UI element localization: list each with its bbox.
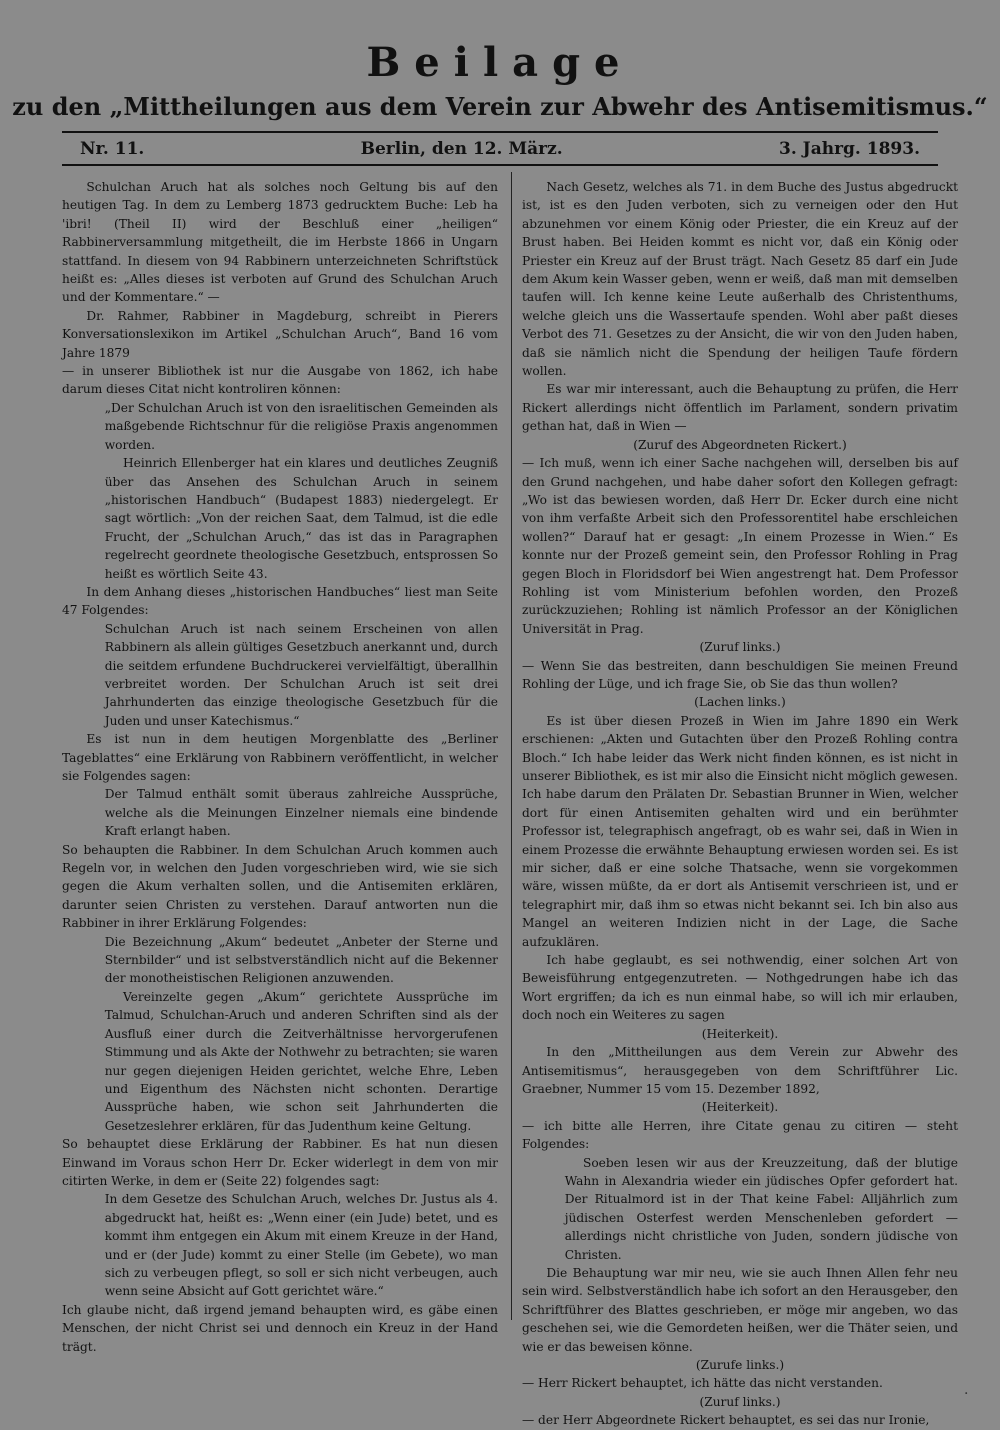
left-column (62, 178, 498, 1356)
quotation: Vereinzelte gegen „Akum“ gerichtete Aussprüche im Talmud, Schulchan-Aruch und anderen Schriften sind als der Ausfluß einer durch die Zeitverhältnisse hervorgerufenen Stimmung und als Akte der Nothwehr zu betrachten; sie waren nur gegen diejenigen Heiden gerichtet, welche Ehre, Leben und Eigenthum des Nächsten nicht schonten. Derartige Aussprüche haben, wie schon seit Jahrhunderten die Gesetzeslehrer erklären, für das Judenthum keine Geltung. (104, 989, 498, 1133)
paragraph: In dem Anhang dieses „historischen Handbuches“ liest man Seite 47 Folgendes: (62, 584, 498, 618)
quotation: Heinrich Ellenberger hat ein klares und deutliches Zeugniß über das Ansehen des Schulchan Aruch in seinem „historischen Handbuch“ (Budapest 1883) niedergelegt. Er sagt wörtlich: „Von der reichen Saat, dem Talmud, ist die edle Frucht, der „Schulchan Aruch,“ das ist das in Paragraphen regelrecht geordnete theologische Gesetzbuch, entsprossen So heißt es wörtlich Seite 43. (104, 456, 498, 581)
supplement-subtitle: zu den „Mittheilungen aus dem Verein zur Abwehr des Antisemitismus.“ (12, 92, 988, 121)
interjection: (Zurufe links.) (695, 1358, 785, 1372)
paragraph: Es ist über diesen Prozeß in Wien im Jahre 1890 ein Werk erschienen: „Akten und Gutachten über den Prozeß Rohling contra Bloch.“ Ich habe leider das Werk nicht finden können, es ist nicht in unserer Bibliothek, es ist mir also die Einsicht nicht möglich gewesen. Ich habe darum den Prälaten Dr. Sebastian Brunner in Wien, welcher dort für einen Antisemiten gehalten wird und ein berühmter Professor ist, telegraphisch angefragt, ob es wahr sei, daß in Wien in einem Prozesse die erwähnte Behauptung erwiesen worden sei. Es ist mir sicher, daß er eine solche Thatsache, wenn sie vorgekommen wäre, wissen müßte, da er dort als Antisemit verschrieen ist, und er telegraphirt mir, daß ihm so etwas nicht bekannt sei. Ich bin also aus Mangel an weiteren Indizien nicht in der Lage, die Sache aufzuklären. (522, 713, 958, 949)
interjection: (Heiterkeit). (701, 1100, 779, 1115)
page-mark: · (964, 1386, 969, 1402)
masthead (0, 40, 1000, 122)
quotation: Schulchan Aruch ist nach seinem Erscheinen von allen Rabbinern als allein gültiges Gesetzbuch anerkannt und, durch die seitdem erfundene Buchdruckerei vervielfältigt, überallhin verbreitet worden. Der Schulchan Aruch ist seit drei Jahrhunderten das einzige theologische Gesetzbuch für die Juden und unser Katechismus.“ (104, 621, 498, 728)
paragraph: Ich glaube nicht, daß irgend jemand behaupten wird, es gäbe einen Menschen, der nicht Christ sei und dennoch ein Kreuz in der Hand trägt. (62, 1302, 498, 1354)
supplement-title: Beilage (366, 39, 634, 86)
quotation: In dem Gesetze des Schulchan Aruch, welches Dr. Justus als 4. abgedruckt hat, heißt es: „Wenn einer (ein Jude) betet, und es kommt ihm entgegen ein Akum mit einem Kreuze in der Hand, und er (der Jude) kommt zu einer Stelle (im Gebete), wo man sich zu verbeugen pflegt, so soll er sich nicht verbeugen, auch wenn seine Absicht auf Gott gerichtet wäre.“ (104, 1192, 498, 1299)
paragraph: — Wenn Sie das bestreiten, dann beschuldigen Sie meinen Freund Rohling der Lüge, und ich frage Sie, ob Sie das thun wollen? (522, 658, 958, 691)
volume-year: 3. Jahrg. 1893. (778, 139, 920, 159)
interjection: (Zuruf links.) (699, 1394, 781, 1409)
paragraph: Es war mir interessant, auch die Behauptung zu prüfen, die Herr Rickert allerdings nicht öffentlich im Parlament, sondern privatim gethan hat, daß in Wien — (522, 382, 958, 434)
paragraph: — der Herr Abgeordnete Rickert behauptet, es sei das nur Ironie, (522, 1413, 930, 1428)
paragraph: Nach Gesetz, welches als 71. in dem Buche des Justus abgedruckt ist, ist es den Juden verboten, sich zu verneigen oder den Hut abzunehmen vor einem König oder Priester, die ein Kreuz auf der Brust haben. Bei Heiden kommt es nicht vor, daß ein König oder Priester ein Kreuz auf der Brust trägt. Nach Gesetz 85 darf ein Jude dem Akum kein Wasser geben, wenn er weiß, daß man mit demselben taufen will. Ich kenne keine Leute außerhalb des Christenthums, welche gleich uns die Wassertaufe spenden. Wohl aber paßt dieses Verbot des 71. Gesetzes zu der Ansicht, die wir von den Juden haben, daß sie nämlich nicht die Spendung der heiligen Taufe fördern wollen. (522, 180, 958, 379)
paragraph: Schulchan Aruch hat als solches noch Geltung bis auf den heutigen Tag. In dem zu Lemberg 1873 gedrucktem Buche: Leb ha 'ibri! (Theil II) wird der Beschluß einer „heiligen“ Rabbinerversammlung mitgetheilt, die im Herbste 1866 in Ungarn stattfand. In diesem von 94 Rabbinern unterzeichneten Schriftstück heißt es: „Alles dieses ist verboten auf Grund des Schulchan Aruch und der Kommentare.“ — (62, 180, 498, 305)
right-column (522, 178, 958, 1430)
paragraph: — Ich muß, wenn ich einer Sache nachgehen will, derselben bis auf den Grund nachgehen, und habe daher sofort den Kollegen gefragt: „Wo ist das bewiesen worden, daß Herr Dr. Ecker durch eine nicht von ihm verfaßte Arbeit sich den Professorentitel habe erschleichen wollen?“ Darauf hat er gesagt: „In einem Prozesse in Wien.“ Es konnte nur der Prozeß gemeint sein, den Professor Rohling in Prag gegen Bloch in Floridsdorf bei Wien angestrengt hat. Dem Professor Rohling ist vom Ministerium befohlen worden, den Prozeß zurückzuziehen; Rohling ist nämlich Professor an der Königlichen Universität in Prag. (522, 456, 958, 636)
paragraph: So behaupten die Rabbiner. In dem Schulchan Aruch kommen auch Regeln vor, in welchen den Juden vorgeschrieben wird, wie sie sich gegen die Akum verhalten sollen, und die Antisemiten erklären, darunter seien Christen zu verstehen. Darauf antworten nun die Rabbiner in ihrer Erklärung Folgendes: (62, 842, 498, 931)
interjection: (Zuruf links.) (699, 640, 781, 655)
paragraph: — ich bitte alle Herren, ihre Citate genau zu citiren — steht Folgendes: (522, 1118, 958, 1152)
paragraph: Die Behauptung war mir neu, wie sie auch Ihnen Allen fehr neu sein wird. Selbstverständlich habe ich sofort an den Herausgeber, den Schriftführer des Blattes geschrieben, er möge mir angeben, wo das geschehen sei, wie die Gemordeten heißen, wer die Thäter seien, und wie er das beweisen könne. (522, 1265, 958, 1354)
paragraph: — in unserer Bibliothek ist nur die Ausgabe von 1862, ich habe darum dieses Citat nicht kontroliren können: (62, 364, 498, 397)
place-date: Berlin, den 12. März. (360, 139, 563, 159)
header-rule-top (62, 131, 938, 133)
paragraph: Dr. Rahmer, Rabbiner in Magdeburg, schreibt in Pierers Konversationslexikon im Artikel „Schulchan Aruch“, Band 16 vom Jahre 1879 (62, 308, 498, 360)
paragraph: So behauptet diese Erklärung der Rabbiner. Es hat nun diesen Einwand im Voraus schon Herr Dr. Ecker widerlegt in dem von mir citirten Werke, in dem er (Seite 22) folgendes sagt: (62, 1137, 498, 1188)
issue-line (62, 136, 938, 162)
paragraph: In den „Mittheilungen aus dem Verein zur Abwehr des Antisemitismus“, herausgegeben von dem Schriftführer Lic. Graebner, Nummer 15 vom 15. Dezember 1892, (522, 1045, 958, 1096)
paragraph: Ich habe geglaubt, es sei nothwendig, einer solchen Art von Beweisführung entgegenzutreten. — Nothgedrungen habe ich das Wort ergriffen; da ich es nun einmal habe, so will ich mir erlauben, doch noch ein Weiteres zu sagen (522, 953, 958, 1023)
quotation: „Der Schulchan Aruch ist von den israelitischen Gemeinden als maßgebende Richtschnur für die religiöse Praxis angenommen worden. (104, 400, 498, 452)
interjection: (Lachen links.) (694, 695, 786, 710)
quotation: Der Talmud enthält somit überaus zahlreiche Aussprüche, welche als die Meinungen Einzelner niemals eine bindende Kraft erlangt haben. (104, 787, 498, 839)
issue-number: Nr. 11. (80, 139, 145, 159)
paragraph: Es ist nun in dem heutigen Morgenblatte des „Berliner Tageblattes“ eine Erklärung von Rabbinern veröffentlicht, in welcher sie Folgendes sagen: (62, 732, 498, 783)
quotation: Soeben lesen wir aus der Kreuzzeitung, daß der blutige Wahn in Alexandria wieder ein jüdisches Opfer gefordert hat. Der Ritualmord ist in der That keine Fabel: Alljährlich zum jüdischen Osterfest werden Menschenleben gefordert — allerdings nicht christliche von Juden, sondern jüdische von Christen. (564, 1155, 958, 1262)
interjection: (Zuruf des Abgeordneten Rickert.) (633, 437, 847, 452)
interjection: (Heiterkeit). (701, 1026, 779, 1041)
paragraph: — Herr Rickert behauptet, ich hätte das nicht verstanden. (522, 1376, 883, 1391)
quotation: Die Bezeichnung „Akum“ bedeutet „Anbeter der Sterne und Sternbilder“ und ist selbstverständlich nicht auf die Bekenner der monotheistischen Religionen anzuwenden. (104, 934, 498, 986)
header-rule-bottom (62, 164, 938, 166)
column-divider (511, 172, 512, 1320)
